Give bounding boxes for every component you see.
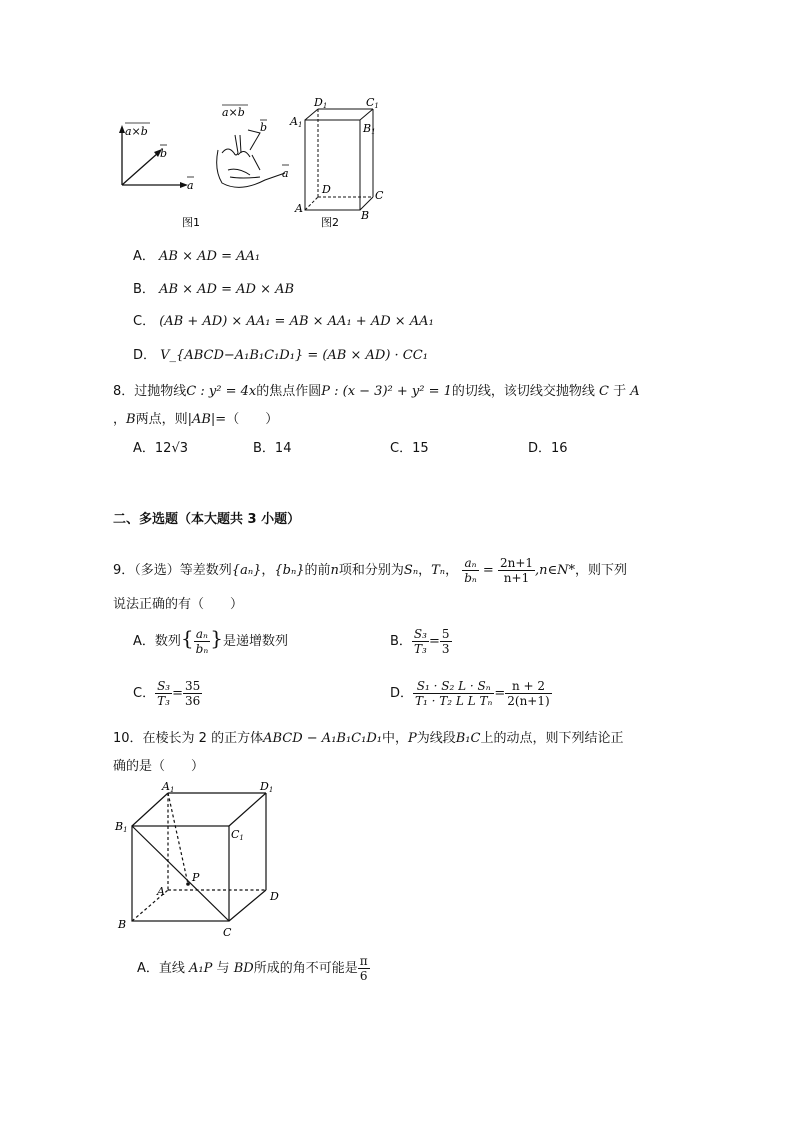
q8-option-c-label: C． <box>390 441 413 456</box>
q7-option-a <box>133 248 260 266</box>
q9-option-b-label: B． <box>390 634 412 649</box>
q8-paren: （ ） <box>226 412 279 427</box>
fig1-axb-label: a×b <box>125 125 148 138</box>
q8-option-b-label: B． <box>253 441 275 456</box>
cube-C1: C1 <box>231 828 244 842</box>
q7-option-b-text: AB × AD = AD × AB <box>159 282 295 297</box>
fig2-C1: C1 <box>366 96 379 110</box>
q8-option-d <box>528 440 568 458</box>
q8-line-2 <box>113 411 278 429</box>
section-2-title: 二、多选题（本大题共 3 小题） <box>113 512 301 527</box>
cube-A: A <box>157 885 165 898</box>
fig2-B: B <box>361 209 370 222</box>
q7-option-a-text: AB × AD = AA₁ <box>159 249 261 264</box>
q8-number: 8． <box>113 384 135 399</box>
q8-option-a-value: 12√3 <box>154 441 189 456</box>
q8-option-d-value: 16 <box>551 441 568 456</box>
q8-circle: P : (x − 3)² + y² = 1 <box>321 384 452 399</box>
q8-option-d-label: D． <box>528 441 552 456</box>
fig2-B1: B1 <box>363 122 376 136</box>
cube-A1: A1 <box>162 780 175 794</box>
fig2-A1: A1 <box>290 115 303 129</box>
figure-2 <box>288 95 388 230</box>
q9-Tn: Tₙ <box>431 563 446 578</box>
q10-seg: B₁C <box>455 731 481 746</box>
q9-cond: ,n∈N* <box>535 563 576 578</box>
q8-option-a <box>133 440 188 458</box>
q7-option-b-label: B． <box>133 282 155 297</box>
q8-option-c <box>390 440 429 458</box>
q10-option-a-text: 所成的角不可能是 <box>253 961 358 976</box>
q8-comma: ， <box>113 412 127 427</box>
q9-option-a-text1: 数列 <box>154 634 181 649</box>
q9-sep: ， <box>261 563 275 578</box>
q8-text-c: 的切线，该切线交抛物线 <box>451 384 595 399</box>
q9-an: {aₙ} <box>231 563 262 578</box>
q9-bn: {bₙ} <box>274 563 305 578</box>
fig2-D1: D1 <box>314 96 328 110</box>
fig2-A: A <box>295 202 303 215</box>
q9-frac-n: $\frac{2n+1}{n+1}$ <box>499 556 534 585</box>
q7-option-d-text: V_{ABCD−A₁B₁C₁D₁} = (AB × AD) · CC₁ <box>160 348 428 363</box>
cube-B1: B1 <box>115 820 128 834</box>
q7-option-a-label: A． <box>133 249 155 264</box>
q10-option-a-label: A．直线 <box>137 961 185 976</box>
q9-eq: = <box>482 563 494 578</box>
cube-P: P <box>192 871 200 884</box>
q9-option-a: A．数列{ $\frac{\text{aₙ}}{\text{bₙ}}$ }是递增数列 <box>133 626 288 656</box>
q7-option-c-label: C． <box>133 314 156 329</box>
fig1-caption: 图1 <box>182 216 200 229</box>
cube-C: C <box>223 926 232 939</box>
q8-text-e: 两点，则 <box>135 412 188 427</box>
q9-text-b: 说法正确的有（ ） <box>113 597 244 612</box>
fig2-caption: 图2 <box>321 216 339 229</box>
q9-option-b: B． $\frac{\text{S₃}}{\text{T₃}}$ = $\frac{5}{3}$ <box>390 627 450 656</box>
q8-text-b: 的焦点作圆 <box>256 384 322 399</box>
q8-line-1 <box>113 383 640 401</box>
q10-line-2 <box>113 758 204 776</box>
hand-a-label: a <box>282 167 289 180</box>
q9-option-b-frac: $\frac{\text{S₃}}{\text{T₃}}$ <box>413 627 427 656</box>
hand-axb-label: a×b <box>222 106 245 119</box>
q8-parabola: C : y² = 4x <box>186 384 257 399</box>
q10-text-b: 中， <box>381 731 408 746</box>
q10-option-a <box>137 954 370 983</box>
q9-number: 9． <box>113 563 135 578</box>
q10-line-1 <box>113 730 623 748</box>
q9-option-c-label: C． <box>133 686 156 701</box>
q8-option-b-value: 14 <box>274 441 292 456</box>
fig1-b-label: b <box>160 147 168 160</box>
q9-option-d-value: $\frac{n + 2}{2(n+1)}$ <box>507 679 550 708</box>
q10-cube-figure <box>110 780 300 945</box>
q8-option-c-value: 15 <box>412 441 429 456</box>
q9-line-1 <box>113 556 627 585</box>
q7-option-b <box>133 281 294 299</box>
q9-option-c-value: $\frac{35}{36}$ <box>185 679 201 708</box>
cube-D: D <box>270 890 279 903</box>
q10-cube: ABCD − A₁B₁C₁D₁ <box>263 731 382 746</box>
q9-option-d-label: D． <box>390 686 414 701</box>
q10-option-a-mid: 与 <box>216 961 230 976</box>
fig1-a-label: a <box>187 179 194 192</box>
q7-option-c <box>133 313 434 331</box>
q8-C: C <box>599 384 609 399</box>
q9-option-b-value: $\frac{5}{3}$ <box>441 627 450 656</box>
right-hand-icon <box>217 130 285 187</box>
q10-text-a: 在棱长为 2 的正方体 <box>142 731 264 746</box>
q8-A: A <box>630 384 640 399</box>
q10-option-a-frac: $\frac{\pi}{6}$ <box>359 954 368 983</box>
q9-option-a-label: A． <box>133 634 155 649</box>
q8-B: B <box>126 412 136 427</box>
cube-B: B <box>118 918 127 931</box>
q10-option-a-line: A₁P <box>189 961 213 976</box>
q9-frac-ab: $\frac{\text{aₙ}}{\text{bₙ}}$ <box>464 556 477 585</box>
q9-mid1: 的前 <box>304 563 331 578</box>
q9-sep-2: ， <box>418 563 432 578</box>
q9-line-2 <box>113 596 243 614</box>
q9-option-c: C． $\frac{\text{S₃}}{\text{T₃}}$ = $\frac{35}{36}$ <box>133 679 201 708</box>
q10-option-a-bd: BD <box>233 961 254 976</box>
q9-tail: ，则下列 <box>575 563 628 578</box>
q7-option-c-text: (AB + AD) × AA₁ = AB × AA₁ + AD × AA₁ <box>159 314 434 329</box>
q8-option-b <box>253 440 291 458</box>
q9-option-a-frac: $\frac{\text{aₙ}}{\text{bₙ}}$ <box>195 627 209 656</box>
q10-text-d: 上的动点，则下列结论正 <box>480 731 624 746</box>
q9-option-a-text2: 是递增数列 <box>222 634 288 649</box>
q9-option-d-frac: $\frac{\text{S₁ · S₂ L · Sₙ}}{\text{T₁ · T₂ L L Tₙ}}$ <box>415 679 493 708</box>
q9-Sn: Sₙ <box>403 563 419 578</box>
q8-AB: |AB|= <box>187 412 227 427</box>
figure-1 <box>110 95 303 230</box>
q10-number: 10． <box>113 731 143 746</box>
q7-option-d <box>133 347 428 365</box>
q9-n: n <box>330 563 339 578</box>
q10-P: P <box>407 731 417 746</box>
q9-option-c-frac: $\frac{\text{S₃}}{\text{T₃}}$ <box>157 679 171 708</box>
q9-mid2: 项和分别为 <box>338 563 404 578</box>
fig2-D: D <box>322 183 331 196</box>
q10-text-e: 确的是（ ） <box>113 759 205 774</box>
q9-option-d: D． $\frac{\text{S₁ · S₂ L · Sₙ}}{\text{T₁ · T₂ L L Tₙ}}$ = $\frac{n + 2}{2(n+1)}$ <box>390 679 550 708</box>
q8-option-a-label: A． <box>133 441 155 456</box>
q7-option-d-label: D． <box>133 348 157 363</box>
q9-text-a: （多选）等差数列 <box>134 563 232 578</box>
q10-text-c: 为线段 <box>416 731 456 746</box>
hand-b-label: b <box>260 121 268 134</box>
cube-D1: D1 <box>260 780 274 794</box>
q9-sep-3: ， <box>445 563 459 578</box>
q8-text-d: 于 <box>613 384 627 399</box>
fig2-C: C <box>375 189 384 202</box>
q8-text-a: 过抛物线 <box>134 384 187 399</box>
